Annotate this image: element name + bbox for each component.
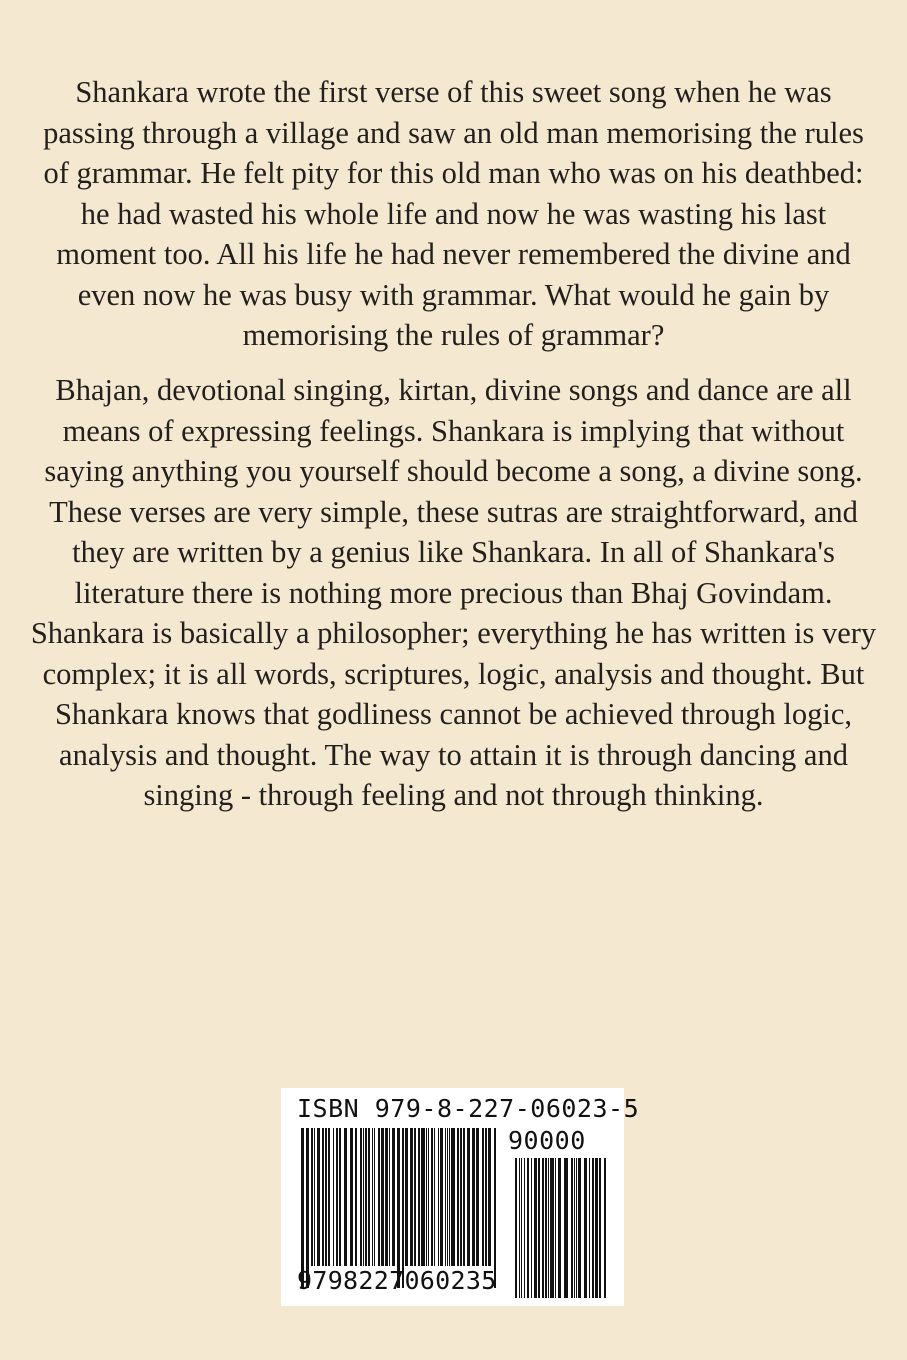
barcode-bar [521, 1158, 522, 1298]
barcode-bar [545, 1158, 547, 1298]
barcode-bar [405, 1128, 408, 1266]
barcode-bar [431, 1128, 433, 1266]
barcode-bar [344, 1128, 347, 1266]
barcode-bar [381, 1128, 384, 1266]
barcode-bar [434, 1128, 435, 1266]
barcode-bar [548, 1158, 549, 1298]
barcode-bar [527, 1158, 529, 1298]
barcode-bar [467, 1128, 470, 1266]
barcode-bar [476, 1128, 479, 1266]
barcode-bar [428, 1128, 429, 1266]
barcode-bar [564, 1158, 568, 1298]
barcode-bar [515, 1158, 517, 1298]
price-code: 90000 [508, 1126, 586, 1155]
barcode-bar [531, 1158, 532, 1298]
blurb-paragraph-2: Bhajan, devotional singing, kirtan, divine songs and dance are all means of expressing feelings. Shankara is implying that without saying anything you yourself should become a song, a divine song. These verses are very simple, these sutras are straightforward, and they are written by a genius like Shankara. In all of Shankara's literature there is nothing more precious than Bhaj Govindam. Shankara is basically a philosopher; everything he has written is very complex; it is all words, scriptures, logic, analysis and thought. But Shankara knows that godliness cannot be achieved through logic, analysis and thought. The way to attain it is through dancing and singing - through feeling and not through thinking. [30, 373, 877, 812]
barcode-bar [449, 1128, 450, 1266]
barcode-bar [604, 1158, 606, 1298]
barcode-bar [414, 1128, 416, 1266]
ean-digits: 9798227060235 [297, 1266, 497, 1295]
barcode-bar [365, 1128, 367, 1266]
barcode-bar [460, 1128, 462, 1266]
barcode-bar [482, 1128, 484, 1266]
barcode-bar [360, 1128, 362, 1266]
barcode-bar [333, 1128, 334, 1266]
barcode-bar [558, 1158, 561, 1298]
barcode-bar [397, 1128, 400, 1288]
barcode-bar [463, 1128, 465, 1266]
barcode-bar [350, 1128, 353, 1266]
barcode-bar [426, 1128, 427, 1266]
barcode-bar [472, 1128, 475, 1266]
barcode-bar [355, 1128, 357, 1266]
barcode-bar [317, 1128, 320, 1266]
barcode-bar [438, 1128, 439, 1266]
barcode-bar [374, 1128, 375, 1266]
barcode-bar [524, 1158, 525, 1298]
blurb-paragraph-1: Shankara wrote the first verse of this sweet song when he was passing through a village and saw an old man memorising the rules of grammar. He felt pity for this old man who was on his deathbed: he had wasted his whole life and now he was wasting his last moment too. All his life he had never remembered the divine and even now he was busy with grammar. What would he gain by memorising the rules of grammar? [43, 75, 864, 352]
barcode-bar [325, 1128, 327, 1266]
barcode-bar [314, 1128, 315, 1266]
ean-barcode-bars [301, 1128, 499, 1288]
barcode-bar [440, 1128, 443, 1266]
barcode-bar [595, 1158, 598, 1298]
barcode-bar [485, 1128, 487, 1266]
isbn-label: ISBN 979-8-227-06023-5 [297, 1094, 640, 1123]
barcode-bar [306, 1128, 309, 1288]
barcode-bar [418, 1128, 420, 1266]
barcode-bar [389, 1128, 390, 1266]
barcode-bar [421, 1128, 425, 1266]
barcode-bar [451, 1128, 455, 1266]
barcode-bar [488, 1128, 491, 1266]
barcode-bar [538, 1158, 540, 1298]
barcode-bar [578, 1158, 581, 1298]
barcode-bar [328, 1128, 330, 1266]
barcode-bar [363, 1128, 364, 1266]
barcode-bar [542, 1158, 544, 1298]
barcode-bar [402, 1128, 404, 1288]
barcode-bar [339, 1128, 341, 1266]
barcode-bar [378, 1128, 380, 1266]
barcode-bar [447, 1128, 448, 1266]
barcode-bar [589, 1158, 590, 1298]
barcode-bar [576, 1158, 577, 1298]
barcode-bar [599, 1158, 601, 1298]
barcode-bar [311, 1128, 313, 1266]
barcode-bar [574, 1158, 575, 1298]
barcode-bar [519, 1158, 520, 1298]
barcode-bar [445, 1128, 446, 1266]
barcode-bar [392, 1128, 395, 1266]
barcode-bar [571, 1158, 573, 1298]
barcode-bar [322, 1128, 324, 1266]
barcode-bar [457, 1128, 459, 1266]
addon-barcode-bars [515, 1158, 609, 1298]
barcode-bar [385, 1128, 388, 1266]
barcode-bar [410, 1128, 413, 1266]
barcode-bar [336, 1128, 338, 1266]
barcode-bar [301, 1128, 304, 1288]
barcode-bar [555, 1158, 556, 1298]
barcode-bar [592, 1158, 594, 1298]
barcode-bar [368, 1128, 370, 1266]
isbn-barcode-panel [281, 1088, 640, 1306]
barcode-bar [584, 1158, 587, 1298]
barcode-bar [494, 1128, 496, 1288]
barcode-bar [550, 1158, 554, 1298]
barcode-bar [372, 1128, 373, 1266]
barcode-bar [534, 1158, 537, 1298]
